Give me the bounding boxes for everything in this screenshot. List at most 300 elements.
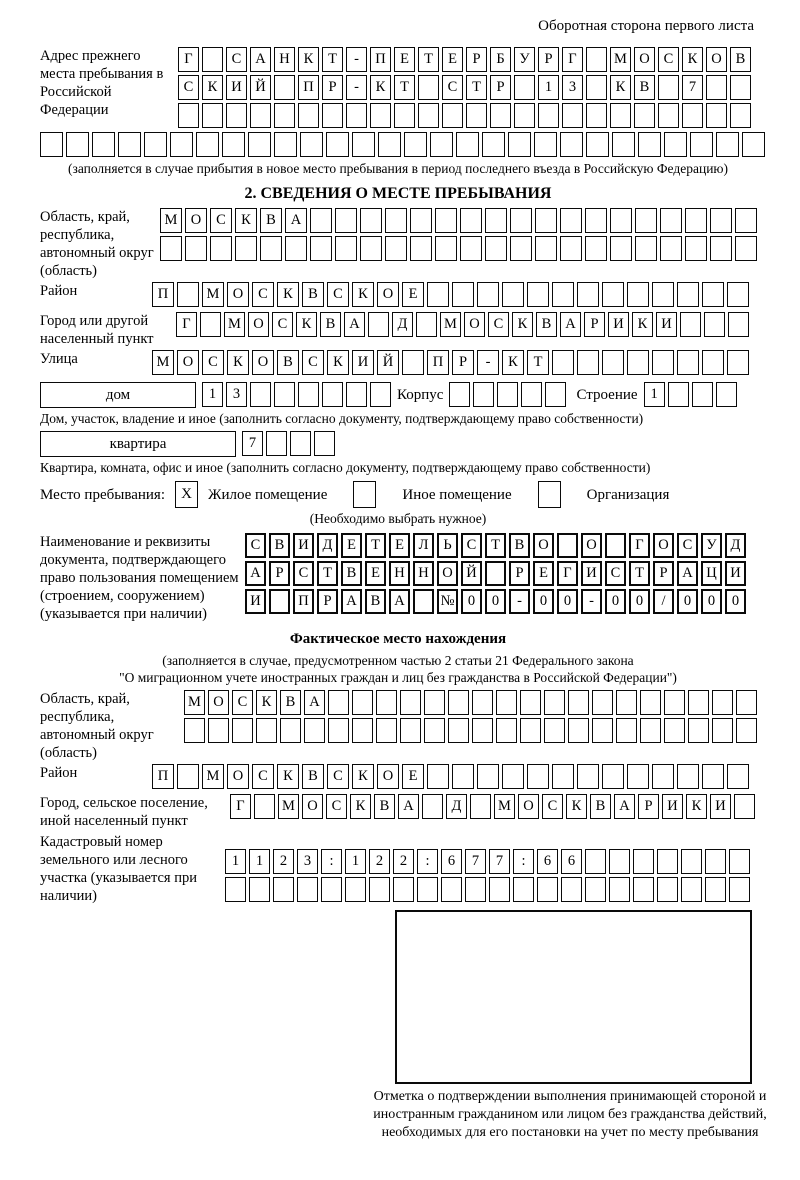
char-box: С bbox=[327, 764, 349, 789]
char-box bbox=[616, 690, 637, 715]
char-box: С bbox=[272, 312, 293, 337]
char-box bbox=[680, 312, 701, 337]
prev-address-block bbox=[40, 47, 756, 131]
char-box: К bbox=[327, 350, 349, 375]
char-box: К bbox=[298, 47, 319, 72]
char-box bbox=[538, 103, 559, 128]
char-box: 7 bbox=[682, 75, 703, 100]
char-box: Й bbox=[250, 75, 271, 100]
char-box: А bbox=[341, 589, 362, 614]
char-box bbox=[616, 718, 637, 743]
char-box bbox=[702, 282, 724, 307]
apartment-cells bbox=[242, 431, 335, 456]
char-box: 6 bbox=[441, 849, 462, 874]
char-box bbox=[254, 794, 275, 819]
char-box: С bbox=[488, 312, 509, 337]
char-box: 0 bbox=[557, 589, 578, 614]
char-box bbox=[638, 132, 661, 157]
char-box bbox=[544, 718, 565, 743]
char-box: О bbox=[634, 47, 655, 72]
char-box: У bbox=[514, 47, 535, 72]
char-box bbox=[400, 718, 421, 743]
char-box bbox=[328, 690, 349, 715]
char-box: В bbox=[260, 208, 282, 233]
char-box bbox=[652, 764, 674, 789]
char-box bbox=[514, 103, 535, 128]
char-box bbox=[660, 208, 682, 233]
char-box bbox=[322, 382, 343, 407]
char-box bbox=[352, 718, 373, 743]
char-box: И bbox=[581, 561, 602, 586]
char-box: 0 bbox=[461, 589, 482, 614]
char-box bbox=[681, 877, 702, 902]
actual-city-row bbox=[230, 794, 755, 819]
char-box bbox=[652, 350, 674, 375]
char-box bbox=[200, 312, 221, 337]
char-box bbox=[609, 877, 630, 902]
char-box: О bbox=[706, 47, 727, 72]
char-box: : bbox=[417, 849, 438, 874]
char-box bbox=[702, 350, 724, 375]
char-box bbox=[521, 382, 542, 407]
char-box bbox=[560, 208, 582, 233]
char-box: 3 bbox=[226, 382, 247, 407]
street-label: Улица bbox=[40, 351, 78, 367]
char-box bbox=[304, 718, 325, 743]
char-box: Н bbox=[274, 47, 295, 72]
char-box bbox=[609, 849, 630, 874]
char-box bbox=[352, 690, 373, 715]
char-box bbox=[266, 431, 287, 456]
document-rows bbox=[245, 533, 746, 617]
char-box: 0 bbox=[701, 589, 722, 614]
char-box bbox=[502, 764, 524, 789]
char-box bbox=[682, 103, 703, 128]
char-box: С bbox=[210, 208, 232, 233]
char-box bbox=[118, 132, 141, 157]
char-box bbox=[706, 103, 727, 128]
other-premises-label: Иное помещение bbox=[402, 486, 512, 503]
char-box bbox=[677, 764, 699, 789]
char-box: О bbox=[252, 350, 274, 375]
char-box bbox=[712, 718, 733, 743]
char-box: Д bbox=[725, 533, 746, 558]
char-box bbox=[402, 350, 424, 375]
char-box bbox=[586, 132, 609, 157]
char-box bbox=[716, 382, 737, 407]
region-block bbox=[40, 208, 756, 280]
char-box bbox=[417, 877, 438, 902]
char-box: В bbox=[277, 350, 299, 375]
char-box bbox=[489, 877, 510, 902]
char-box: 3 bbox=[562, 75, 583, 100]
char-box bbox=[490, 103, 511, 128]
char-box bbox=[346, 382, 367, 407]
char-box: П bbox=[293, 589, 314, 614]
char-box: А bbox=[614, 794, 635, 819]
char-box bbox=[510, 236, 532, 261]
char-box bbox=[664, 132, 687, 157]
char-box: О bbox=[437, 561, 458, 586]
stroenie-label: Строение bbox=[576, 387, 638, 403]
actual-region-row-1 bbox=[184, 690, 757, 715]
char-box: С bbox=[542, 794, 563, 819]
char-box: Ц bbox=[701, 561, 722, 586]
region-row-1 bbox=[160, 208, 757, 233]
char-box bbox=[577, 764, 599, 789]
char-box bbox=[210, 236, 232, 261]
char-box bbox=[502, 282, 524, 307]
char-box bbox=[560, 236, 582, 261]
prev-address-rows bbox=[178, 47, 751, 131]
char-box: С bbox=[178, 75, 199, 100]
char-box: - bbox=[477, 350, 499, 375]
region-row-2 bbox=[160, 236, 757, 261]
char-box bbox=[328, 718, 349, 743]
char-box bbox=[260, 236, 282, 261]
cadastral-rows bbox=[225, 833, 750, 905]
char-box: Й bbox=[377, 350, 399, 375]
char-box: Р bbox=[584, 312, 605, 337]
char-box: В bbox=[365, 589, 386, 614]
char-box: М bbox=[278, 794, 299, 819]
char-box: М bbox=[440, 312, 461, 337]
char-box: Е bbox=[389, 533, 410, 558]
char-box: О bbox=[377, 764, 399, 789]
char-box: 1 bbox=[249, 849, 270, 874]
char-box: К bbox=[277, 282, 299, 307]
char-box bbox=[370, 103, 391, 128]
char-box bbox=[482, 132, 505, 157]
char-box bbox=[612, 132, 635, 157]
char-box: Е bbox=[442, 47, 463, 72]
char-box bbox=[394, 103, 415, 128]
prev-address-note: (заполняется в случае прибытия в новое место пребывания в период последнего въезда в Российскую Федерацию) bbox=[67, 161, 729, 176]
char-box bbox=[633, 877, 654, 902]
char-box bbox=[449, 382, 470, 407]
char-box: В bbox=[634, 75, 655, 100]
char-box: 0 bbox=[725, 589, 746, 614]
char-box bbox=[552, 282, 574, 307]
char-box bbox=[602, 764, 624, 789]
char-box bbox=[248, 132, 271, 157]
char-box bbox=[322, 103, 343, 128]
char-box: В bbox=[341, 561, 362, 586]
char-box bbox=[393, 877, 414, 902]
char-box: К bbox=[632, 312, 653, 337]
char-box: В bbox=[536, 312, 557, 337]
char-box bbox=[427, 282, 449, 307]
char-box bbox=[202, 103, 223, 128]
house-number-cells bbox=[202, 382, 391, 407]
char-box bbox=[235, 236, 257, 261]
prev-address-row-2 bbox=[178, 75, 751, 100]
char-box bbox=[376, 718, 397, 743]
char-box: М bbox=[494, 794, 515, 819]
char-box bbox=[360, 208, 382, 233]
char-box: С bbox=[658, 47, 679, 72]
char-box bbox=[610, 103, 631, 128]
char-box: О bbox=[248, 312, 269, 337]
char-box: Р bbox=[638, 794, 659, 819]
char-box: 7 bbox=[465, 849, 486, 874]
char-box: М bbox=[224, 312, 245, 337]
char-box: Р bbox=[509, 561, 530, 586]
char-box bbox=[664, 718, 685, 743]
char-box bbox=[448, 718, 469, 743]
char-box bbox=[736, 690, 757, 715]
char-box: П bbox=[152, 764, 174, 789]
char-box: Н bbox=[413, 561, 434, 586]
char-box bbox=[640, 718, 661, 743]
region-rows bbox=[160, 208, 757, 264]
char-box: С bbox=[245, 533, 266, 558]
char-box bbox=[704, 312, 725, 337]
street-block bbox=[40, 350, 756, 378]
char-box bbox=[472, 690, 493, 715]
char-box: 1 bbox=[644, 382, 665, 407]
char-box: С bbox=[252, 764, 274, 789]
char-box bbox=[285, 236, 307, 261]
char-box bbox=[232, 718, 253, 743]
char-box: С bbox=[327, 282, 349, 307]
char-box: К bbox=[370, 75, 391, 100]
char-box: 1 bbox=[538, 75, 559, 100]
char-box: Ь bbox=[437, 533, 458, 558]
char-box bbox=[274, 75, 295, 100]
char-box bbox=[527, 764, 549, 789]
char-box bbox=[250, 382, 271, 407]
char-box bbox=[560, 132, 583, 157]
apartment-type-box: квартира bbox=[40, 431, 236, 457]
char-box bbox=[144, 132, 167, 157]
char-box bbox=[418, 75, 439, 100]
district-block bbox=[40, 282, 756, 310]
char-box bbox=[477, 764, 499, 789]
actual-region-rows bbox=[184, 690, 757, 746]
char-box: О bbox=[302, 794, 323, 819]
char-box: Н bbox=[389, 561, 410, 586]
char-box: С bbox=[293, 561, 314, 586]
char-box: / bbox=[653, 589, 674, 614]
char-box: И bbox=[662, 794, 683, 819]
char-box: К bbox=[610, 75, 631, 100]
char-box bbox=[460, 236, 482, 261]
char-box: С bbox=[605, 561, 626, 586]
residential-checkbox: X bbox=[175, 481, 198, 508]
char-box bbox=[430, 132, 453, 157]
prev-address-label: Адрес прежнего места пребывания в Российской Федерации bbox=[40, 48, 164, 118]
char-box bbox=[427, 764, 449, 789]
char-box: С bbox=[461, 533, 482, 558]
char-box bbox=[456, 132, 479, 157]
char-box bbox=[677, 282, 699, 307]
char-box: К bbox=[277, 764, 299, 789]
char-box bbox=[300, 132, 323, 157]
char-box: Г bbox=[629, 533, 650, 558]
char-box: А bbox=[398, 794, 419, 819]
char-box: Р bbox=[490, 75, 511, 100]
char-box bbox=[352, 132, 375, 157]
char-box bbox=[185, 236, 207, 261]
char-box: А bbox=[304, 690, 325, 715]
city-row bbox=[176, 312, 749, 337]
char-box bbox=[535, 208, 557, 233]
char-box bbox=[736, 718, 757, 743]
char-box: Е bbox=[533, 561, 554, 586]
char-box bbox=[610, 236, 632, 261]
char-box: О bbox=[377, 282, 399, 307]
char-box: В bbox=[509, 533, 530, 558]
char-box bbox=[568, 718, 589, 743]
char-box bbox=[470, 794, 491, 819]
char-box bbox=[485, 236, 507, 261]
actual-district-block bbox=[40, 764, 756, 792]
char-box bbox=[727, 282, 749, 307]
char-box bbox=[727, 350, 749, 375]
char-box bbox=[508, 132, 531, 157]
char-box: 2 bbox=[393, 849, 414, 874]
organization-label: Организация bbox=[586, 486, 670, 503]
char-box: 6 bbox=[561, 849, 582, 874]
char-box bbox=[442, 103, 463, 128]
prev-address-row-1 bbox=[178, 47, 751, 72]
char-box bbox=[360, 236, 382, 261]
char-box: В bbox=[320, 312, 341, 337]
char-box bbox=[585, 877, 606, 902]
char-box bbox=[552, 350, 574, 375]
char-box: К bbox=[227, 350, 249, 375]
char-box bbox=[378, 132, 401, 157]
char-box bbox=[592, 718, 613, 743]
char-box bbox=[690, 132, 713, 157]
char-box bbox=[702, 764, 724, 789]
char-box: О bbox=[208, 690, 229, 715]
char-box bbox=[269, 589, 290, 614]
char-box bbox=[634, 103, 655, 128]
char-box: Г bbox=[178, 47, 199, 72]
char-box: И bbox=[656, 312, 677, 337]
char-box: О bbox=[185, 208, 207, 233]
char-box: Г bbox=[562, 47, 583, 72]
char-box bbox=[635, 208, 657, 233]
char-box bbox=[562, 103, 583, 128]
char-box bbox=[66, 132, 89, 157]
char-box: Т bbox=[394, 75, 415, 100]
char-box bbox=[416, 312, 437, 337]
char-box bbox=[727, 764, 749, 789]
char-box bbox=[627, 282, 649, 307]
char-box: - bbox=[581, 589, 602, 614]
actual-region-label: Область, край, республика, автономный округ (область) bbox=[40, 691, 154, 761]
char-box: С bbox=[226, 47, 247, 72]
char-box bbox=[452, 764, 474, 789]
char-box bbox=[335, 208, 357, 233]
char-box: Т bbox=[629, 561, 650, 586]
city-block bbox=[40, 312, 756, 348]
residential-label: Жилое помещение bbox=[208, 486, 328, 503]
char-box bbox=[635, 236, 657, 261]
char-box: М bbox=[202, 764, 224, 789]
char-box: 0 bbox=[485, 589, 506, 614]
char-box bbox=[441, 877, 462, 902]
char-box bbox=[485, 561, 506, 586]
char-box bbox=[685, 208, 707, 233]
char-box: Т bbox=[466, 75, 487, 100]
char-box bbox=[537, 877, 558, 902]
char-box bbox=[485, 208, 507, 233]
char-box: М bbox=[184, 690, 205, 715]
char-box: Г bbox=[176, 312, 197, 337]
char-box: С bbox=[326, 794, 347, 819]
char-box bbox=[256, 718, 277, 743]
char-box bbox=[660, 236, 682, 261]
char-box bbox=[160, 236, 182, 261]
char-box bbox=[602, 282, 624, 307]
prev-address-row-3 bbox=[178, 103, 751, 128]
char-box: Р bbox=[538, 47, 559, 72]
char-box bbox=[314, 431, 335, 456]
actual-location-note-1: (заполняется в случае, предусмотренном частью 2 статьи 21 Федерального закона bbox=[162, 653, 634, 668]
char-box bbox=[710, 236, 732, 261]
char-box: М bbox=[152, 350, 174, 375]
char-box: Б bbox=[490, 47, 511, 72]
char-box bbox=[633, 849, 654, 874]
char-box bbox=[410, 208, 432, 233]
char-box bbox=[424, 690, 445, 715]
char-box: И bbox=[352, 350, 374, 375]
char-box: Р bbox=[653, 561, 674, 586]
stay-type-note: (Необходимо выбрать нужное) bbox=[309, 511, 487, 526]
char-box: - bbox=[509, 589, 530, 614]
char-box: Т bbox=[485, 533, 506, 558]
char-box: - bbox=[346, 75, 367, 100]
char-box: 2 bbox=[369, 849, 390, 874]
char-box bbox=[592, 690, 613, 715]
char-box bbox=[561, 877, 582, 902]
char-box: Г bbox=[557, 561, 578, 586]
char-box bbox=[297, 877, 318, 902]
char-box: П bbox=[152, 282, 174, 307]
cadastral-row-1 bbox=[225, 849, 750, 874]
char-box bbox=[290, 431, 311, 456]
char-box bbox=[435, 236, 457, 261]
char-box bbox=[668, 382, 689, 407]
char-box bbox=[657, 849, 678, 874]
house-type-box: дом bbox=[40, 382, 196, 408]
char-box bbox=[40, 132, 63, 157]
actual-location-title: Фактическое место нахождения bbox=[289, 631, 507, 647]
char-box: В bbox=[374, 794, 395, 819]
char-box: Л bbox=[413, 533, 434, 558]
char-box bbox=[222, 132, 245, 157]
char-box: А bbox=[560, 312, 581, 337]
char-box bbox=[473, 382, 494, 407]
char-box bbox=[577, 282, 599, 307]
char-box: Т bbox=[317, 561, 338, 586]
char-box bbox=[557, 533, 578, 558]
char-box: О bbox=[464, 312, 485, 337]
char-box: Р bbox=[317, 589, 338, 614]
char-box: С bbox=[302, 350, 324, 375]
char-box: Д bbox=[446, 794, 467, 819]
char-box bbox=[448, 690, 469, 715]
char-box: 6 bbox=[537, 849, 558, 874]
char-box bbox=[605, 533, 626, 558]
char-box bbox=[729, 877, 750, 902]
char-box bbox=[627, 350, 649, 375]
char-box bbox=[742, 132, 765, 157]
